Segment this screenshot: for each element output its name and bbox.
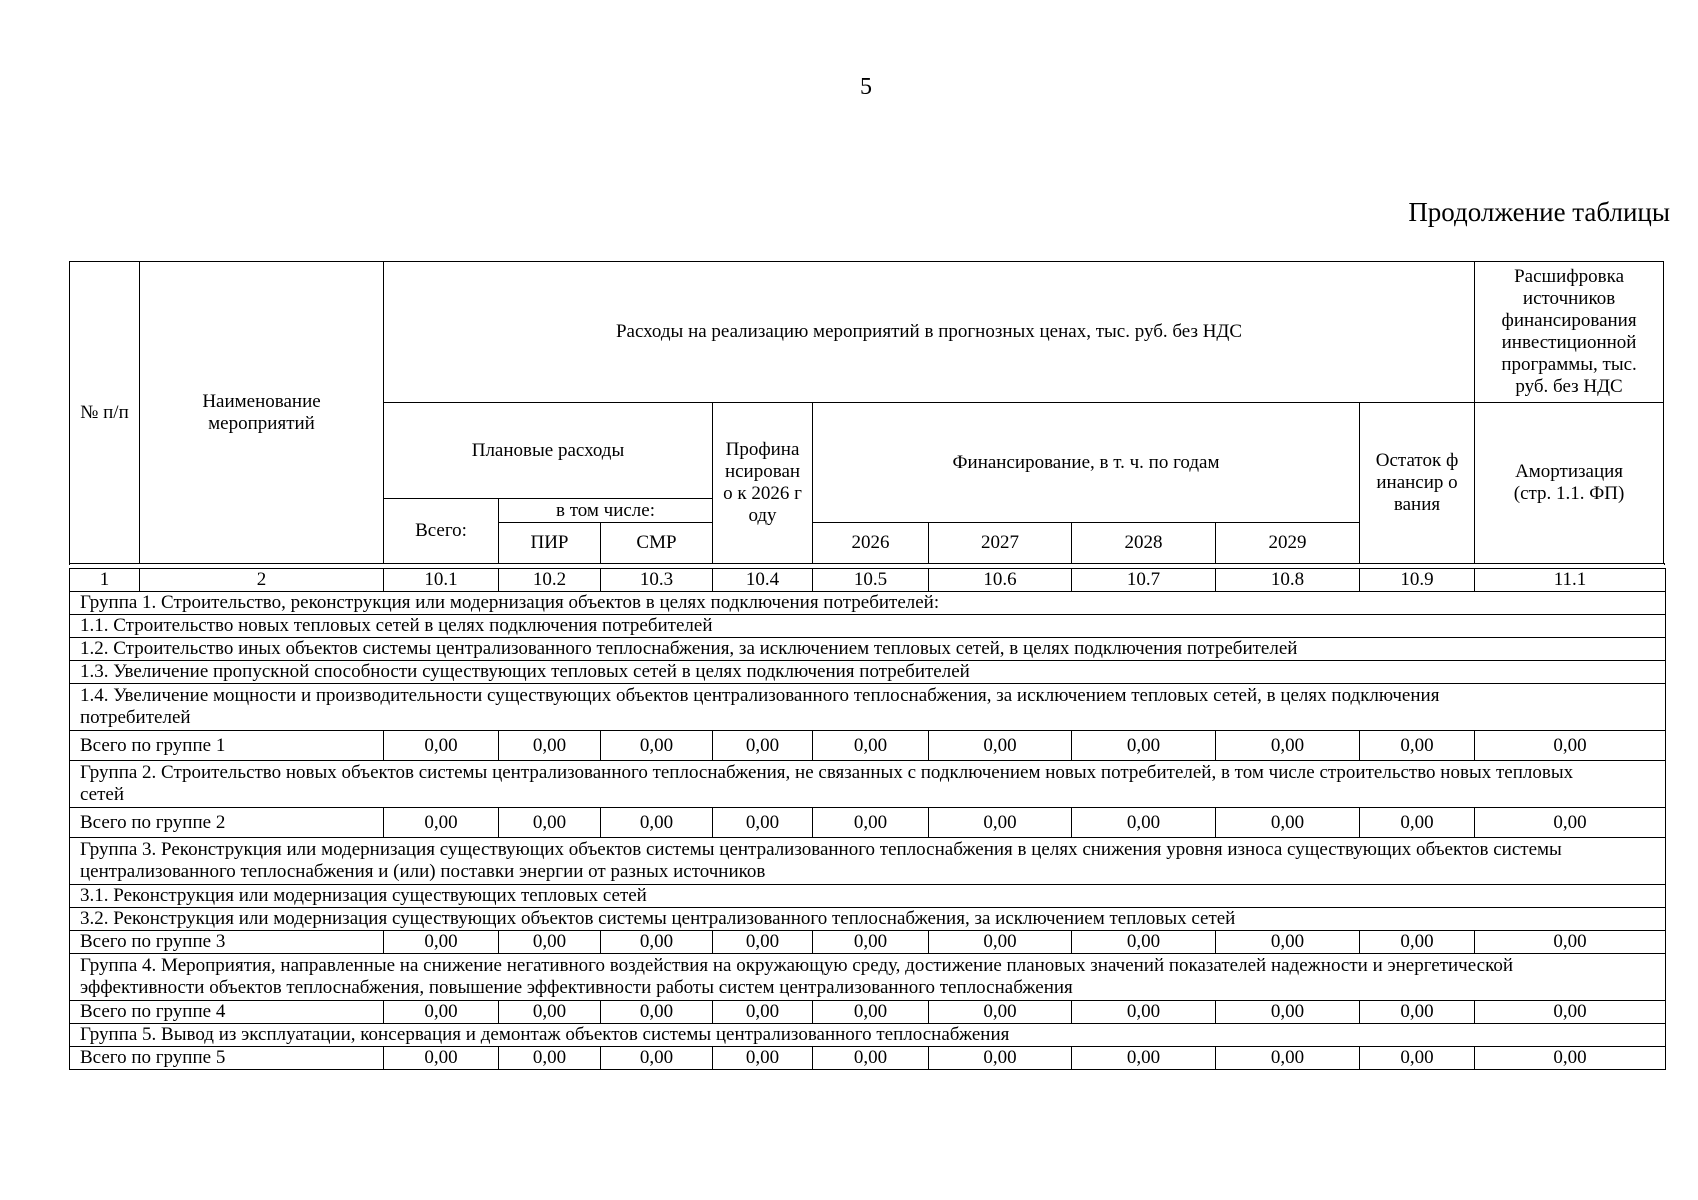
total-label: Всего по группе 4 — [70, 1001, 384, 1024]
header-year-2027: 2027 — [929, 523, 1072, 564]
total-value: 0,00 — [499, 931, 601, 954]
header-total: Всего: — [384, 499, 499, 564]
total-row — [70, 1001, 1666, 1024]
header-planned: Плановые расходы — [384, 403, 713, 499]
total-value: 0,00 — [929, 731, 1072, 761]
total-value: 0,00 — [1072, 1047, 1216, 1070]
subgroup-1-3: 1.3. Увеличение пропускной способности существующих тепловых сетей в целях подключения потребителей — [70, 661, 1666, 684]
header-year-2028: 2028 — [1072, 523, 1216, 564]
total-label: Всего по группе 5 — [70, 1047, 384, 1070]
total-value: 0,00 — [499, 731, 601, 761]
total-value: 0,00 — [1216, 1001, 1360, 1024]
total-value: 0,00 — [1475, 808, 1666, 838]
column-number: 10.3 — [601, 569, 713, 592]
header-name: Наименование мероприятий — [140, 262, 384, 564]
group-4-heading: Группа 4. Мероприятия, направленные на снижение негативного воздействия на окружающую среду, достижение плановых значений показателей надежности и энергетической эффективности объектов теплоснабжения, повышение эффективности работы систем централизованного теплоснабжения — [70, 954, 1666, 1001]
total-value: 0,00 — [929, 1001, 1072, 1024]
subgroup-1-1: 1.1. Строительство новых тепловых сетей в целях подключения потребителей — [70, 615, 1666, 638]
column-number: 2 — [140, 569, 384, 592]
table-header — [69, 261, 1664, 564]
header-prefinanced: Профина нсирован о к 2026 году — [713, 403, 813, 564]
total-value: 0,00 — [1360, 1047, 1475, 1070]
total-value: 0,00 — [1216, 931, 1360, 954]
header-including: в том числе: — [499, 499, 713, 523]
total-value: 0,00 — [1216, 731, 1360, 761]
header-expenses: Расходы на реализацию мероприятий в прогнозных ценах, тыс. руб. без НДС — [384, 262, 1475, 403]
total-value: 0,00 — [713, 731, 813, 761]
total-value: 0,00 — [1475, 931, 1666, 954]
total-value: 0,00 — [499, 1001, 601, 1024]
total-value: 0,00 — [601, 808, 713, 838]
group-5-heading: Группа 5. Вывод из эксплуатации, консервация и демонтаж объектов системы централизованного теплоснабжения — [70, 1024, 1666, 1047]
column-number: 10.7 — [1072, 569, 1216, 592]
total-value: 0,00 — [1360, 931, 1475, 954]
header-sources: Расшифровка источников финансирования инвестиционной программы, тыс. руб. без НДС — [1475, 262, 1664, 403]
total-value: 0,00 — [813, 1047, 929, 1070]
total-value: 0,00 — [384, 731, 499, 761]
total-row — [70, 931, 1666, 954]
total-value: 0,00 — [1072, 731, 1216, 761]
total-value: 0,00 — [499, 1047, 601, 1070]
total-row — [70, 808, 1666, 838]
total-value: 0,00 — [1360, 731, 1475, 761]
total-value: 0,00 — [384, 1047, 499, 1070]
subgroup-1-2: 1.2. Строительство иных объектов системы централизованного теплоснабжения, за исключением тепловых сетей, в целях подключения потребителей — [70, 638, 1666, 661]
header-num: № п/п — [70, 262, 140, 564]
page-number: 5 — [860, 74, 872, 100]
total-value: 0,00 — [499, 808, 601, 838]
total-value: 0,00 — [1216, 808, 1360, 838]
column-number: 10.8 — [1216, 569, 1360, 592]
total-value: 0,00 — [1072, 1001, 1216, 1024]
group-3-heading: Группа 3. Реконструкция или модернизация существующих объектов системы централизованного теплоснабжения в целях снижения уровня износа существующих объектов системы централизованного теплоснабжения и (или) поставки энергии от разных источников — [70, 838, 1666, 885]
total-value: 0,00 — [929, 808, 1072, 838]
total-label: Всего по группе 1 — [70, 731, 384, 761]
total-value: 0,00 — [713, 1001, 813, 1024]
total-row — [70, 1047, 1666, 1070]
column-number: 10.6 — [929, 569, 1072, 592]
group-2-heading: Группа 2. Строительство новых объектов системы централизованного теплоснабжения, не связанных с подключением новых потребителей, в том числе строительство новых тепловых сетей — [70, 761, 1666, 808]
column-number: 10.4 — [713, 569, 813, 592]
total-label: Всего по группе 2 — [70, 808, 384, 838]
column-numbers-row — [70, 569, 1666, 592]
header-amortization: Амортизация (стр. 1.1. ФП) — [1475, 403, 1664, 564]
header-smr: СМР — [601, 523, 713, 564]
subgroup-3-1: 3.1. Реконструкция или модернизация существующих тепловых сетей — [70, 885, 1666, 908]
total-value: 0,00 — [1475, 731, 1666, 761]
total-row — [70, 731, 1666, 761]
total-value: 0,00 — [713, 931, 813, 954]
table-continuation-label: Продолжение таблицы — [1408, 197, 1670, 227]
total-value: 0,00 — [1216, 1047, 1360, 1070]
total-value: 0,00 — [929, 931, 1072, 954]
header-year-2029: 2029 — [1216, 523, 1360, 564]
header-separator — [69, 563, 1665, 565]
column-number: 10.5 — [813, 569, 929, 592]
header-remainder: Остаток финансир ования — [1360, 403, 1475, 564]
total-value: 0,00 — [601, 1047, 713, 1070]
total-label: Всего по группе 3 — [70, 931, 384, 954]
total-value: 0,00 — [929, 1047, 1072, 1070]
total-value: 0,00 — [1072, 931, 1216, 954]
total-value: 0,00 — [1360, 808, 1475, 838]
total-value: 0,00 — [713, 1047, 813, 1070]
total-value: 0,00 — [384, 931, 499, 954]
column-number: 1 — [70, 569, 140, 592]
total-value: 0,00 — [384, 1001, 499, 1024]
column-number: 10.9 — [1360, 569, 1475, 592]
total-value: 0,00 — [1475, 1047, 1666, 1070]
total-value: 0,00 — [813, 931, 929, 954]
total-value: 0,00 — [1475, 1001, 1666, 1024]
total-value: 0,00 — [1360, 1001, 1475, 1024]
column-number: 11.1 — [1475, 569, 1666, 592]
total-value: 0,00 — [813, 731, 929, 761]
subgroup-3-2: 3.2. Реконструкция или модернизация существующих объектов системы централизованного теплоснабжения, за исключением тепловых сетей — [70, 908, 1666, 931]
total-value: 0,00 — [813, 808, 929, 838]
total-value: 0,00 — [713, 808, 813, 838]
header-pir: ПИР — [499, 523, 601, 564]
total-value: 0,00 — [813, 1001, 929, 1024]
table-body — [69, 568, 1666, 1070]
subgroup-1-4: 1.4. Увеличение мощности и производительности существующих объектов централизованного теплоснабжения, за исключением тепловых сетей, в целях подключения потребителей — [70, 684, 1666, 731]
header-year-2026: 2026 — [813, 523, 929, 564]
total-value: 0,00 — [601, 931, 713, 954]
total-value: 0,00 — [601, 1001, 713, 1024]
total-value: 0,00 — [1072, 808, 1216, 838]
header-financing: Финансирование, в т. ч. по годам — [813, 403, 1360, 523]
total-value: 0,00 — [601, 731, 713, 761]
total-value: 0,00 — [384, 808, 499, 838]
group-1-heading: Группа 1. Строительство, реконструкция или модернизация объектов в целях подключения потребителей: — [70, 592, 1666, 615]
column-number: 10.2 — [499, 569, 601, 592]
column-number: 10.1 — [384, 569, 499, 592]
